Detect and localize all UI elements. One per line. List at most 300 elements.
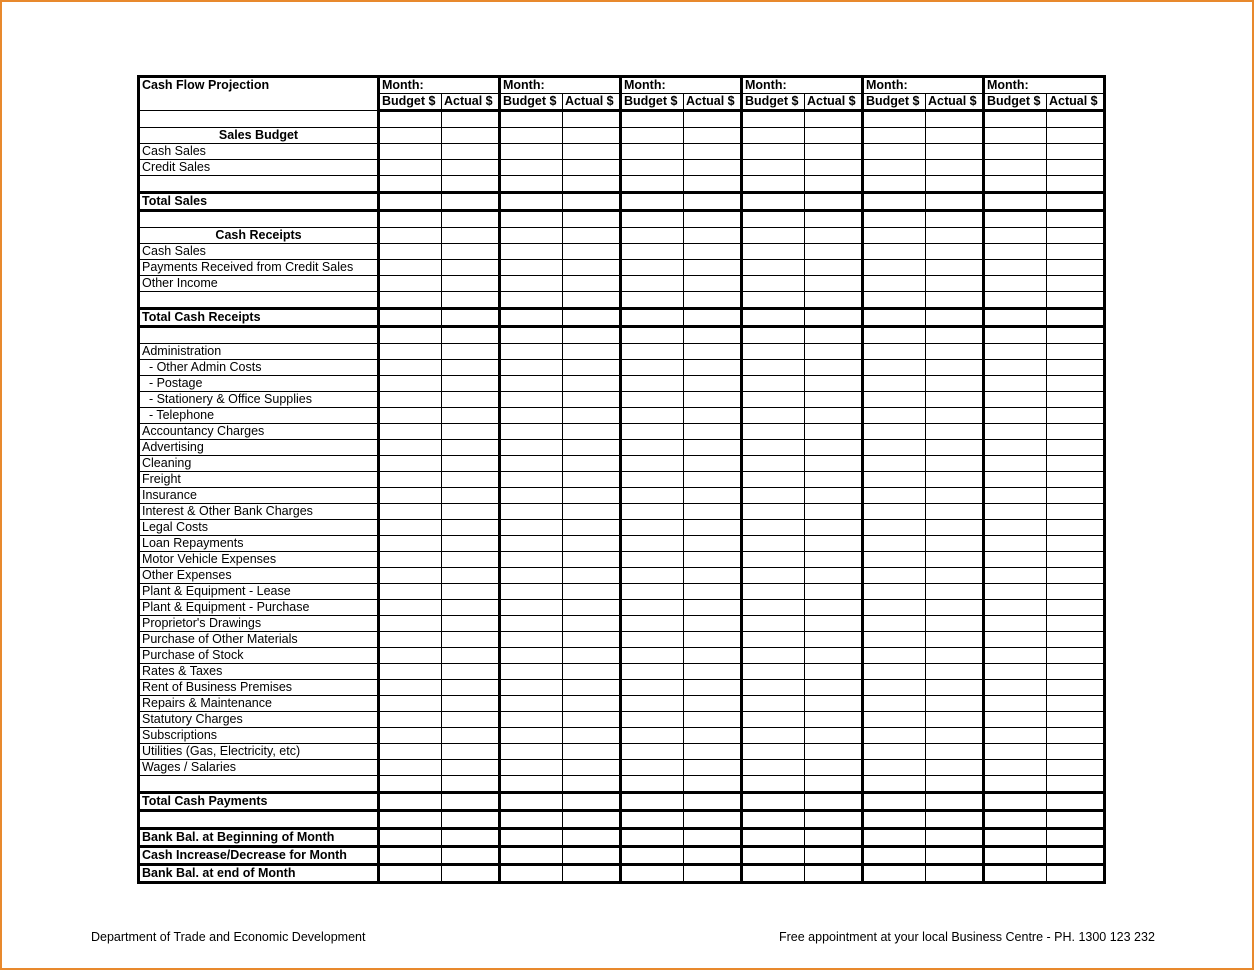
budget-cell[interactable] xyxy=(742,111,805,128)
budget-cell[interactable] xyxy=(984,344,1047,360)
actual-cell[interactable] xyxy=(1047,847,1105,865)
actual-cell[interactable] xyxy=(563,632,621,648)
budget-cell[interactable] xyxy=(863,600,926,616)
actual-cell[interactable] xyxy=(926,376,984,392)
budget-cell[interactable] xyxy=(621,292,684,309)
actual-cell[interactable] xyxy=(442,632,500,648)
actual-cell[interactable] xyxy=(442,344,500,360)
budget-cell[interactable] xyxy=(379,276,442,292)
actual-cell[interactable] xyxy=(684,552,742,568)
actual-cell[interactable] xyxy=(1047,728,1105,744)
actual-cell[interactable] xyxy=(442,648,500,664)
actual-cell[interactable] xyxy=(1047,680,1105,696)
budget-cell[interactable] xyxy=(863,360,926,376)
budget-cell[interactable] xyxy=(621,456,684,472)
budget-cell[interactable] xyxy=(379,193,442,211)
actual-cell[interactable] xyxy=(684,260,742,276)
actual-cell[interactable] xyxy=(563,472,621,488)
budget-cell[interactable] xyxy=(742,392,805,408)
budget-cell[interactable] xyxy=(742,648,805,664)
budget-cell[interactable] xyxy=(984,536,1047,552)
actual-cell[interactable] xyxy=(805,865,863,883)
actual-cell[interactable] xyxy=(1047,160,1105,176)
budget-cell[interactable] xyxy=(984,811,1047,829)
budget-cell[interactable] xyxy=(742,696,805,712)
actual-cell[interactable] xyxy=(805,392,863,408)
budget-cell[interactable] xyxy=(984,211,1047,228)
budget-cell[interactable] xyxy=(621,632,684,648)
budget-cell[interactable] xyxy=(984,327,1047,344)
budget-cell[interactable] xyxy=(379,504,442,520)
actual-cell[interactable] xyxy=(563,616,621,632)
budget-cell[interactable] xyxy=(742,309,805,327)
actual-cell[interactable] xyxy=(805,648,863,664)
actual-cell[interactable] xyxy=(563,309,621,327)
actual-cell[interactable] xyxy=(563,520,621,536)
budget-cell[interactable] xyxy=(984,616,1047,632)
budget-cell[interactable] xyxy=(379,744,442,760)
actual-cell[interactable] xyxy=(684,327,742,344)
actual-cell[interactable] xyxy=(805,847,863,865)
actual-cell[interactable] xyxy=(1047,376,1105,392)
budget-cell[interactable] xyxy=(742,408,805,424)
actual-cell[interactable] xyxy=(442,865,500,883)
actual-cell[interactable] xyxy=(563,829,621,847)
budget-cell[interactable] xyxy=(863,632,926,648)
actual-cell[interactable] xyxy=(1047,176,1105,193)
budget-cell[interactable] xyxy=(621,128,684,144)
actual-cell[interactable] xyxy=(684,472,742,488)
actual-cell[interactable] xyxy=(1047,327,1105,344)
actual-cell[interactable] xyxy=(805,504,863,520)
actual-cell[interactable] xyxy=(1047,584,1105,600)
budget-cell[interactable] xyxy=(984,680,1047,696)
actual-cell[interactable] xyxy=(805,376,863,392)
actual-cell[interactable] xyxy=(684,568,742,584)
actual-cell[interactable] xyxy=(926,616,984,632)
actual-cell[interactable] xyxy=(926,760,984,776)
actual-cell[interactable] xyxy=(563,504,621,520)
actual-cell[interactable] xyxy=(442,536,500,552)
budget-cell[interactable] xyxy=(863,392,926,408)
actual-cell[interactable] xyxy=(805,327,863,344)
actual-cell[interactable] xyxy=(1047,360,1105,376)
actual-cell[interactable] xyxy=(442,244,500,260)
actual-cell[interactable] xyxy=(1047,568,1105,584)
budget-cell[interactable] xyxy=(500,440,563,456)
actual-cell[interactable] xyxy=(926,392,984,408)
actual-cell[interactable] xyxy=(442,664,500,680)
budget-cell[interactable] xyxy=(621,865,684,883)
actual-cell[interactable] xyxy=(684,680,742,696)
actual-cell[interactable] xyxy=(926,552,984,568)
budget-cell[interactable] xyxy=(863,228,926,244)
budget-cell[interactable] xyxy=(984,408,1047,424)
actual-cell[interactable] xyxy=(805,811,863,829)
budget-cell[interactable] xyxy=(863,793,926,811)
actual-cell[interactable] xyxy=(1047,276,1105,292)
actual-cell[interactable] xyxy=(1047,696,1105,712)
budget-cell[interactable] xyxy=(984,504,1047,520)
budget-cell[interactable] xyxy=(984,128,1047,144)
budget-cell[interactable] xyxy=(984,728,1047,744)
budget-cell[interactable] xyxy=(500,244,563,260)
actual-cell[interactable] xyxy=(563,760,621,776)
actual-cell[interactable] xyxy=(684,584,742,600)
actual-cell[interactable] xyxy=(926,728,984,744)
actual-cell[interactable] xyxy=(442,260,500,276)
budget-cell[interactable] xyxy=(984,847,1047,865)
actual-cell[interactable] xyxy=(805,664,863,680)
budget-cell[interactable] xyxy=(863,504,926,520)
budget-cell[interactable] xyxy=(500,456,563,472)
actual-cell[interactable] xyxy=(442,776,500,793)
actual-cell[interactable] xyxy=(684,488,742,504)
actual-cell[interactable] xyxy=(684,276,742,292)
budget-cell[interactable] xyxy=(379,811,442,829)
budget-cell[interactable] xyxy=(742,712,805,728)
actual-cell[interactable] xyxy=(563,211,621,228)
actual-cell[interactable] xyxy=(442,193,500,211)
actual-cell[interactable] xyxy=(563,664,621,680)
actual-cell[interactable] xyxy=(684,600,742,616)
budget-cell[interactable] xyxy=(984,144,1047,160)
actual-cell[interactable] xyxy=(926,309,984,327)
budget-cell[interactable] xyxy=(621,728,684,744)
actual-cell[interactable] xyxy=(442,552,500,568)
budget-cell[interactable] xyxy=(379,776,442,793)
budget-cell[interactable] xyxy=(379,696,442,712)
budget-cell[interactable] xyxy=(863,712,926,728)
budget-cell[interactable] xyxy=(500,648,563,664)
actual-cell[interactable] xyxy=(563,680,621,696)
actual-cell[interactable] xyxy=(563,392,621,408)
budget-cell[interactable] xyxy=(379,793,442,811)
actual-cell[interactable] xyxy=(684,176,742,193)
actual-cell[interactable] xyxy=(805,568,863,584)
budget-cell[interactable] xyxy=(500,128,563,144)
actual-cell[interactable] xyxy=(442,128,500,144)
budget-cell[interactable] xyxy=(863,728,926,744)
actual-cell[interactable] xyxy=(926,128,984,144)
actual-cell[interactable] xyxy=(563,408,621,424)
actual-cell[interactable] xyxy=(805,696,863,712)
actual-cell[interactable] xyxy=(442,408,500,424)
budget-cell[interactable] xyxy=(984,260,1047,276)
budget-cell[interactable] xyxy=(742,488,805,504)
actual-cell[interactable] xyxy=(1047,211,1105,228)
budget-cell[interactable] xyxy=(863,244,926,260)
actual-cell[interactable] xyxy=(805,552,863,568)
actual-cell[interactable] xyxy=(442,456,500,472)
budget-cell[interactable] xyxy=(984,760,1047,776)
actual-cell[interactable] xyxy=(684,744,742,760)
budget-cell[interactable] xyxy=(500,392,563,408)
actual-cell[interactable] xyxy=(1047,344,1105,360)
budget-cell[interactable] xyxy=(863,456,926,472)
budget-cell[interactable] xyxy=(500,793,563,811)
budget-cell[interactable] xyxy=(863,160,926,176)
budget-cell[interactable] xyxy=(863,111,926,128)
budget-cell[interactable] xyxy=(500,568,563,584)
actual-cell[interactable] xyxy=(684,128,742,144)
actual-cell[interactable] xyxy=(805,440,863,456)
actual-cell[interactable] xyxy=(684,228,742,244)
actual-cell[interactable] xyxy=(684,144,742,160)
actual-cell[interactable] xyxy=(805,776,863,793)
budget-cell[interactable] xyxy=(379,600,442,616)
actual-cell[interactable] xyxy=(805,211,863,228)
actual-cell[interactable] xyxy=(563,568,621,584)
budget-cell[interactable] xyxy=(863,176,926,193)
actual-cell[interactable] xyxy=(442,376,500,392)
actual-cell[interactable] xyxy=(1047,504,1105,520)
budget-cell[interactable] xyxy=(379,244,442,260)
budget-cell[interactable] xyxy=(379,211,442,228)
budget-cell[interactable] xyxy=(742,536,805,552)
budget-cell[interactable] xyxy=(863,440,926,456)
budget-cell[interactable] xyxy=(379,424,442,440)
actual-cell[interactable] xyxy=(563,728,621,744)
actual-cell[interactable] xyxy=(926,680,984,696)
budget-cell[interactable] xyxy=(863,520,926,536)
actual-cell[interactable] xyxy=(442,292,500,309)
budget-cell[interactable] xyxy=(500,472,563,488)
actual-cell[interactable] xyxy=(684,160,742,176)
budget-cell[interactable] xyxy=(500,193,563,211)
actual-cell[interactable] xyxy=(926,584,984,600)
budget-cell[interactable] xyxy=(500,276,563,292)
actual-cell[interactable] xyxy=(926,632,984,648)
actual-cell[interactable] xyxy=(563,440,621,456)
actual-cell[interactable] xyxy=(926,160,984,176)
actual-cell[interactable] xyxy=(684,440,742,456)
actual-cell[interactable] xyxy=(684,829,742,847)
actual-cell[interactable] xyxy=(926,144,984,160)
actual-cell[interactable] xyxy=(684,793,742,811)
budget-cell[interactable] xyxy=(984,520,1047,536)
actual-cell[interactable] xyxy=(563,712,621,728)
actual-cell[interactable] xyxy=(563,376,621,392)
actual-cell[interactable] xyxy=(684,424,742,440)
budget-cell[interactable] xyxy=(500,632,563,648)
actual-cell[interactable] xyxy=(1047,456,1105,472)
budget-cell[interactable] xyxy=(863,211,926,228)
budget-cell[interactable] xyxy=(863,664,926,680)
budget-cell[interactable] xyxy=(742,744,805,760)
actual-cell[interactable] xyxy=(805,632,863,648)
actual-cell[interactable] xyxy=(563,847,621,865)
actual-cell[interactable] xyxy=(1047,552,1105,568)
actual-cell[interactable] xyxy=(805,160,863,176)
actual-cell[interactable] xyxy=(563,160,621,176)
budget-cell[interactable] xyxy=(621,712,684,728)
budget-cell[interactable] xyxy=(742,260,805,276)
budget-cell[interactable] xyxy=(379,829,442,847)
budget-cell[interactable] xyxy=(742,244,805,260)
budget-cell[interactable] xyxy=(500,360,563,376)
actual-cell[interactable] xyxy=(926,696,984,712)
actual-cell[interactable] xyxy=(563,292,621,309)
actual-cell[interactable] xyxy=(442,309,500,327)
budget-cell[interactable] xyxy=(500,552,563,568)
actual-cell[interactable] xyxy=(1047,193,1105,211)
budget-cell[interactable] xyxy=(621,360,684,376)
budget-cell[interactable] xyxy=(500,776,563,793)
budget-cell[interactable] xyxy=(742,344,805,360)
actual-cell[interactable] xyxy=(926,504,984,520)
actual-cell[interactable] xyxy=(805,829,863,847)
budget-cell[interactable] xyxy=(379,552,442,568)
budget-cell[interactable] xyxy=(379,392,442,408)
budget-cell[interactable] xyxy=(621,776,684,793)
budget-cell[interactable] xyxy=(984,632,1047,648)
actual-cell[interactable] xyxy=(684,865,742,883)
actual-cell[interactable] xyxy=(1047,811,1105,829)
budget-cell[interactable] xyxy=(863,128,926,144)
budget-cell[interactable] xyxy=(500,408,563,424)
budget-cell[interactable] xyxy=(379,488,442,504)
actual-cell[interactable] xyxy=(563,793,621,811)
budget-cell[interactable] xyxy=(863,536,926,552)
budget-cell[interactable] xyxy=(500,600,563,616)
actual-cell[interactable] xyxy=(805,292,863,309)
actual-cell[interactable] xyxy=(1047,616,1105,632)
budget-cell[interactable] xyxy=(379,176,442,193)
budget-cell[interactable] xyxy=(500,760,563,776)
actual-cell[interactable] xyxy=(926,360,984,376)
budget-cell[interactable] xyxy=(500,111,563,128)
actual-cell[interactable] xyxy=(926,408,984,424)
actual-cell[interactable] xyxy=(684,376,742,392)
actual-cell[interactable] xyxy=(442,829,500,847)
budget-cell[interactable] xyxy=(500,520,563,536)
budget-cell[interactable] xyxy=(621,793,684,811)
budget-cell[interactable] xyxy=(621,228,684,244)
budget-cell[interactable] xyxy=(742,865,805,883)
budget-cell[interactable] xyxy=(500,865,563,883)
budget-cell[interactable] xyxy=(742,211,805,228)
actual-cell[interactable] xyxy=(926,440,984,456)
budget-cell[interactable] xyxy=(621,472,684,488)
budget-cell[interactable] xyxy=(500,344,563,360)
budget-cell[interactable] xyxy=(863,552,926,568)
actual-cell[interactable] xyxy=(1047,260,1105,276)
budget-cell[interactable] xyxy=(621,144,684,160)
budget-cell[interactable] xyxy=(379,712,442,728)
actual-cell[interactable] xyxy=(442,712,500,728)
actual-cell[interactable] xyxy=(442,111,500,128)
budget-cell[interactable] xyxy=(984,176,1047,193)
actual-cell[interactable] xyxy=(684,632,742,648)
actual-cell[interactable] xyxy=(684,776,742,793)
budget-cell[interactable] xyxy=(984,552,1047,568)
budget-cell[interactable] xyxy=(984,292,1047,309)
actual-cell[interactable] xyxy=(805,728,863,744)
actual-cell[interactable] xyxy=(805,276,863,292)
actual-cell[interactable] xyxy=(1047,309,1105,327)
actual-cell[interactable] xyxy=(805,128,863,144)
actual-cell[interactable] xyxy=(926,811,984,829)
actual-cell[interactable] xyxy=(926,244,984,260)
budget-cell[interactable] xyxy=(863,193,926,211)
budget-cell[interactable] xyxy=(984,600,1047,616)
budget-cell[interactable] xyxy=(500,176,563,193)
actual-cell[interactable] xyxy=(1047,760,1105,776)
actual-cell[interactable] xyxy=(684,664,742,680)
actual-cell[interactable] xyxy=(805,520,863,536)
actual-cell[interactable] xyxy=(926,776,984,793)
budget-cell[interactable] xyxy=(742,440,805,456)
budget-cell[interactable] xyxy=(863,680,926,696)
budget-cell[interactable] xyxy=(379,568,442,584)
budget-cell[interactable] xyxy=(621,376,684,392)
budget-cell[interactable] xyxy=(379,292,442,309)
budget-cell[interactable] xyxy=(621,600,684,616)
budget-cell[interactable] xyxy=(863,488,926,504)
budget-cell[interactable] xyxy=(863,760,926,776)
actual-cell[interactable] xyxy=(563,536,621,552)
budget-cell[interactable] xyxy=(742,176,805,193)
actual-cell[interactable] xyxy=(442,472,500,488)
actual-cell[interactable] xyxy=(805,760,863,776)
budget-cell[interactable] xyxy=(379,584,442,600)
budget-cell[interactable] xyxy=(863,811,926,829)
budget-cell[interactable] xyxy=(984,744,1047,760)
budget-cell[interactable] xyxy=(984,712,1047,728)
actual-cell[interactable] xyxy=(805,584,863,600)
actual-cell[interactable] xyxy=(442,793,500,811)
actual-cell[interactable] xyxy=(563,176,621,193)
budget-cell[interactable] xyxy=(742,568,805,584)
actual-cell[interactable] xyxy=(442,568,500,584)
budget-cell[interactable] xyxy=(984,696,1047,712)
budget-cell[interactable] xyxy=(742,664,805,680)
actual-cell[interactable] xyxy=(1047,829,1105,847)
budget-cell[interactable] xyxy=(621,616,684,632)
budget-cell[interactable] xyxy=(500,728,563,744)
actual-cell[interactable] xyxy=(926,424,984,440)
budget-cell[interactable] xyxy=(984,793,1047,811)
actual-cell[interactable] xyxy=(1047,408,1105,424)
actual-cell[interactable] xyxy=(805,744,863,760)
budget-cell[interactable] xyxy=(863,829,926,847)
actual-cell[interactable] xyxy=(684,648,742,664)
actual-cell[interactable] xyxy=(1047,632,1105,648)
budget-cell[interactable] xyxy=(863,472,926,488)
budget-cell[interactable] xyxy=(379,847,442,865)
actual-cell[interactable] xyxy=(1047,648,1105,664)
actual-cell[interactable] xyxy=(442,211,500,228)
budget-cell[interactable] xyxy=(379,648,442,664)
budget-cell[interactable] xyxy=(621,408,684,424)
actual-cell[interactable] xyxy=(563,228,621,244)
actual-cell[interactable] xyxy=(1047,793,1105,811)
budget-cell[interactable] xyxy=(742,128,805,144)
budget-cell[interactable] xyxy=(742,847,805,865)
actual-cell[interactable] xyxy=(1047,128,1105,144)
actual-cell[interactable] xyxy=(563,696,621,712)
actual-cell[interactable] xyxy=(442,504,500,520)
budget-cell[interactable] xyxy=(621,811,684,829)
actual-cell[interactable] xyxy=(926,344,984,360)
actual-cell[interactable] xyxy=(442,811,500,829)
budget-cell[interactable] xyxy=(500,680,563,696)
budget-cell[interactable] xyxy=(742,552,805,568)
budget-cell[interactable] xyxy=(621,847,684,865)
budget-cell[interactable] xyxy=(621,696,684,712)
budget-cell[interactable] xyxy=(379,664,442,680)
